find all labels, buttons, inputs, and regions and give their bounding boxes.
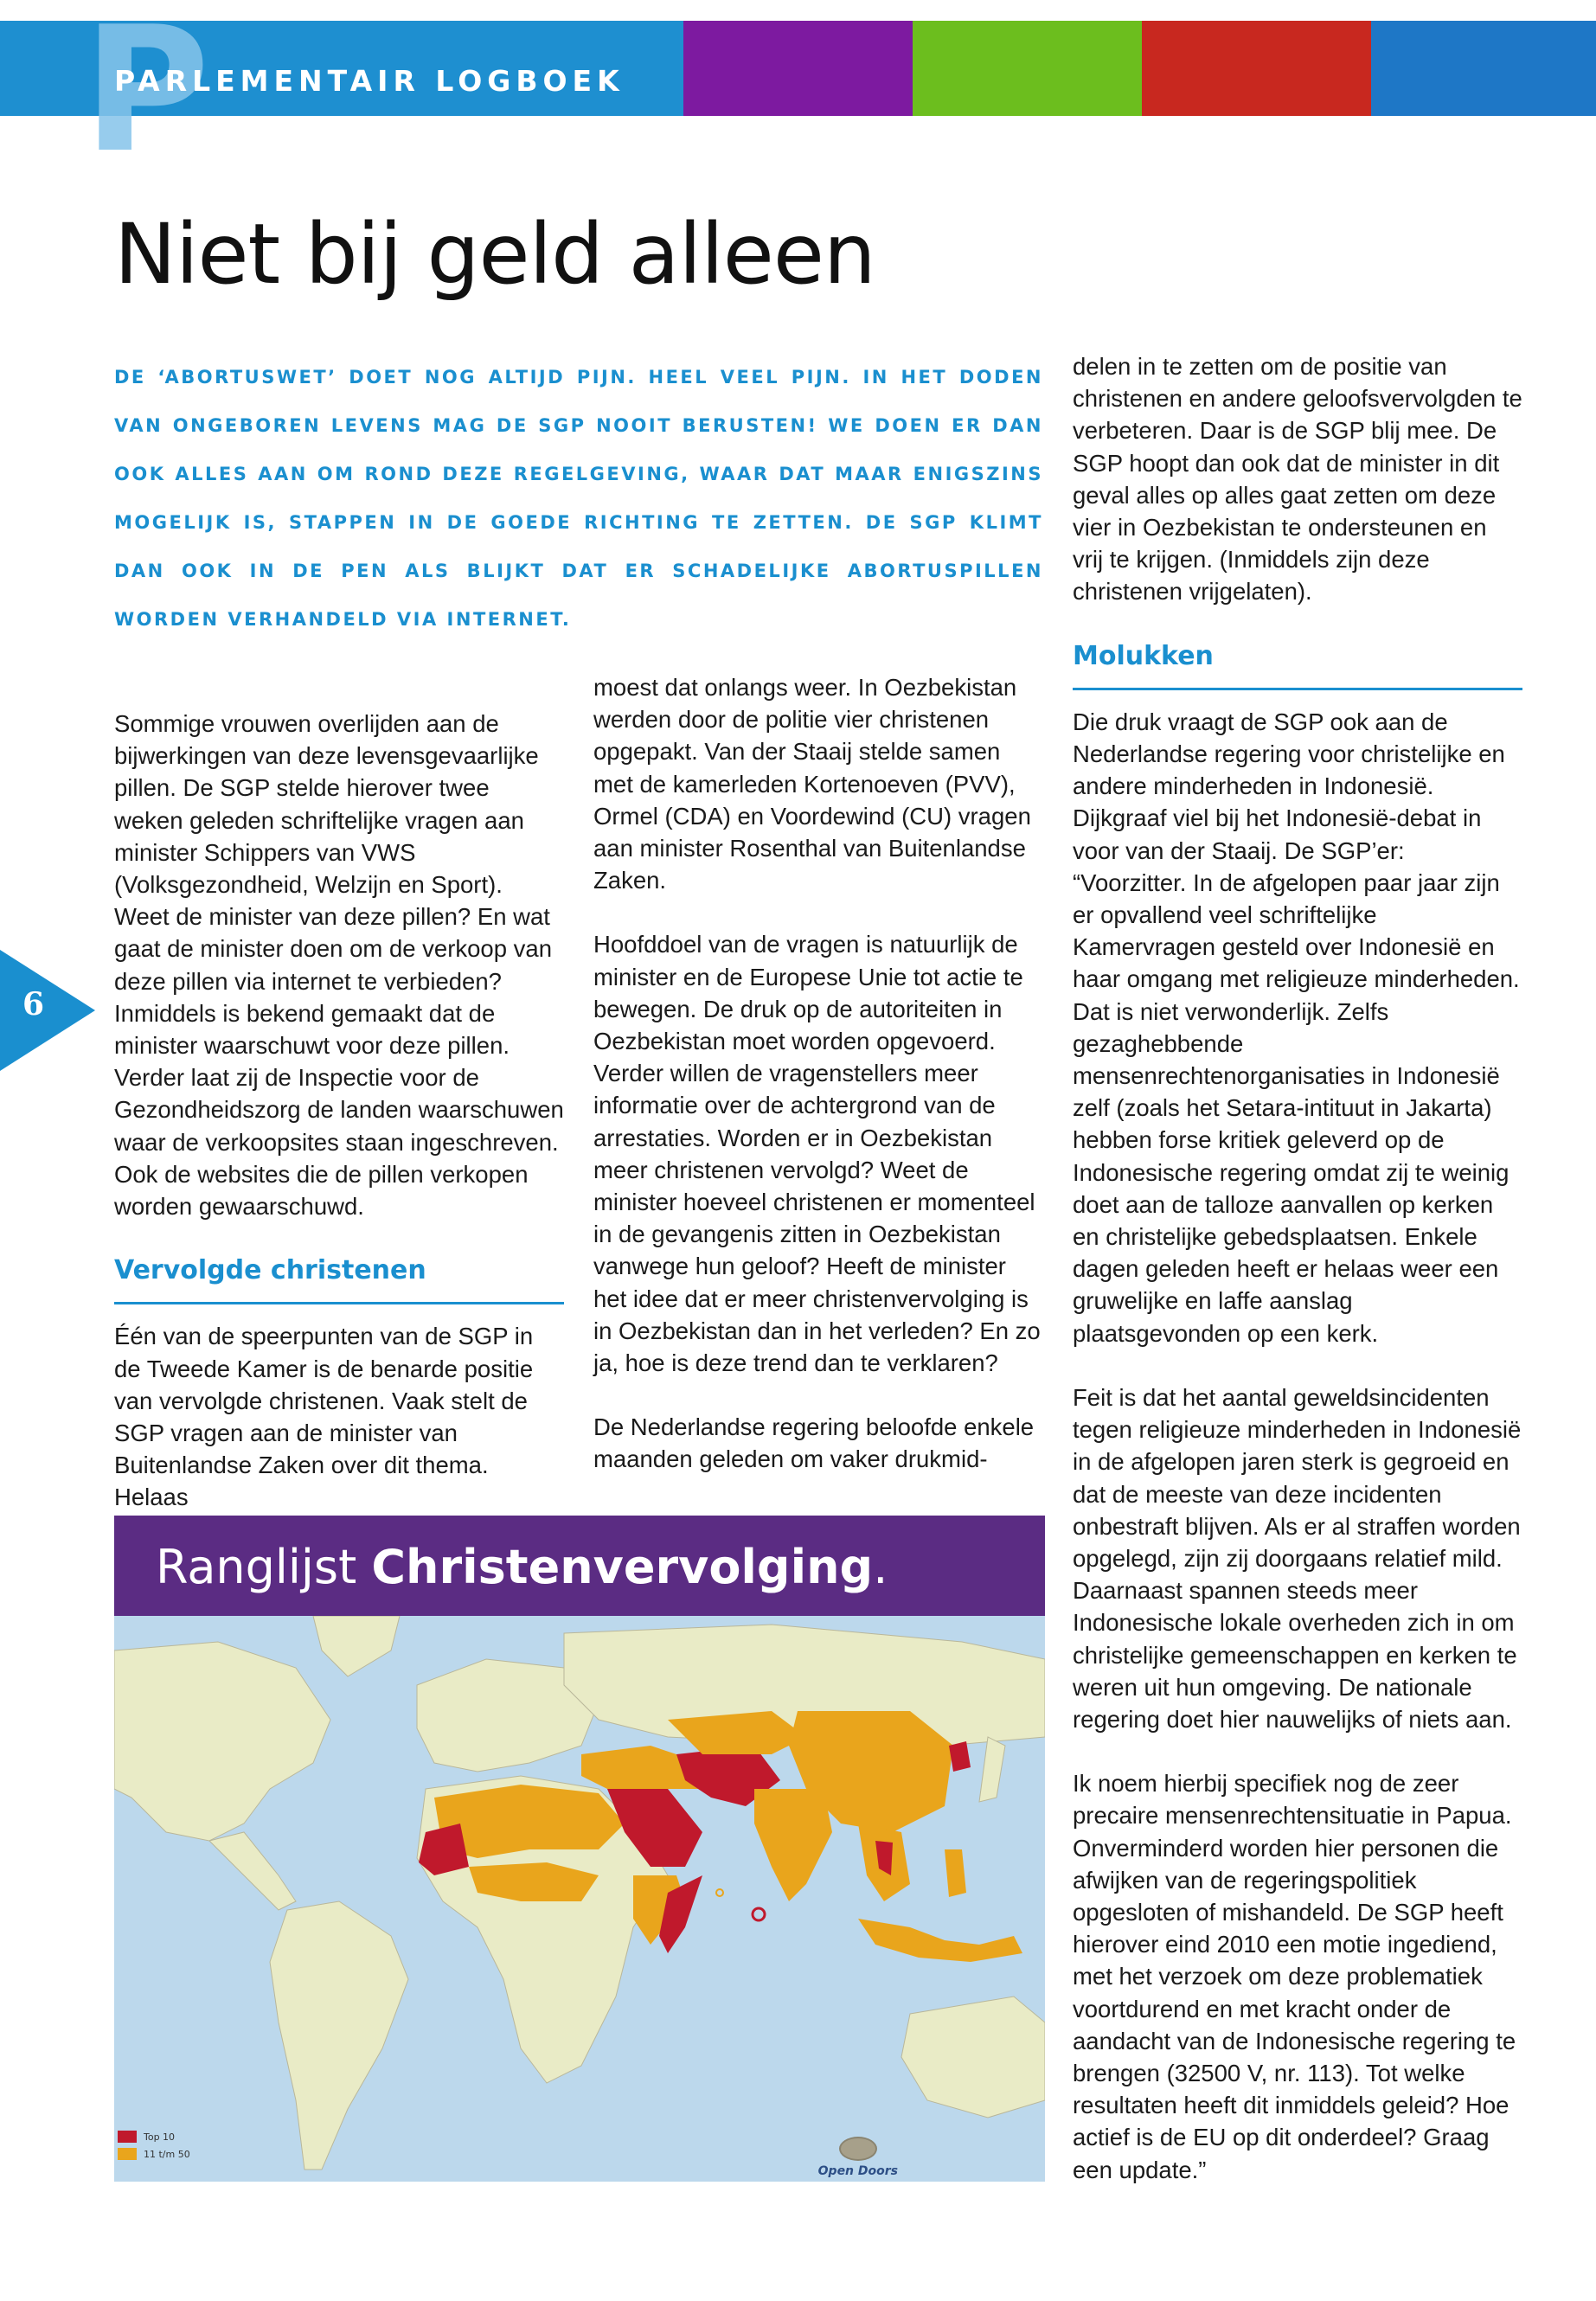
map-title-dot: . [873,1540,888,1594]
legend-label-top10: Top 10 [144,2131,176,2143]
article-intro: DE ‘ABORTUSWET’ DOET NOG ALTIJD PIJN. HEEL VEEL PIJN. IN HET DODEN VAN ONGEBOREN LEVENS MAG DE SGP NOOIT BERUSTEN! WE DOEN ER DAN OOK ALLES AAN OM ROND DEZE REGELGEVING, WAAR DAT MAAR ENIGSZINS MOGELIJK IS, STAPPEN IN DE GOEDE RICHTING TE ZETTEN. DE SGP KLIMT DAN OOK IN DE PEN ALS BLIJKT DAT ER SCHADELIJKE ABORTUSPILLEN WORDEN VERHANDELD VIA INTERNET. [114,367,1043,630]
legend-swatch-11-50 [118,2148,137,2160]
legend-label-11-50: 11 t/m 50 [144,2148,190,2160]
paragraph: Feit is dat het aantal geweldsincidenten tegen religieuze minderheden in Indonesië in de afgelopen jaren sterk is gegroeid en dat de meeste van deze incidenten onbestraft blijven. Als er al straffen worden opgelegd, zijn zij doorgaans relatief mild. Daarnaast spannen steeds meer Indonesische lokale overheden zich in om christelijke gemeenschappen en kerken te weren uit hun omgeving. De nationale regering doet hier nauwelijks of niets aan. [1073,1383,1522,1733]
page-number: 6 [22,986,45,1022]
header-band-red [1142,21,1371,116]
legend-top10 [118,2128,190,2145]
map-legend [118,2128,190,2163]
map-title [156,1540,888,1594]
open-doors-logo-icon [839,2137,877,2161]
paragraph: delen in te zetten om de positie van christenen en andere geloofsvervolgden te verbeteren. Daar is de SGP blij mee. De SGP hoopt dan ook dat de minister in dit geval alles op alles gaat zetten om deze vier in Oezbekistan te ondersteunen en vrij te krijgen. (Inmiddels zijn deze christenen vrijgelaten). [1073,353,1522,606]
map-title-light: Ranglijst [156,1540,372,1594]
section-initial: P [83,0,210,191]
legend-swatch-top10 [118,2131,137,2143]
column-2 [593,671,1043,1508]
column-1 [114,708,564,1546]
paragraph: Sommige vrouwen overlijden aan de bijwerkingen van deze levensgevaarlijke pillen. De SGP stelde hierover twee weken geleden schriftelijke vragen aan minister Schippers van VWS (Volksgezondheid, Welzijn en Sport). Weet de minister van deze pillen? En wat gaat de minister doen om de verkoop van deze pillen via internet te verbieden? [114,710,552,995]
paragraph: Die druk vraagt de SGP ook aan de Nederlandse regering voor christelijke en andere minderheden in Indonesië. Dijkgraaf viel bij het Indonesië-debat in voor van der Staaij. De SGP’er: “Voorzitter. In de afgelopen paar jaar zijn er opvallend veel schriftelijke Kamervragen gesteld over Indonesië en haar omgang met religieuze minderheden. Dat is niet verwonderlijk. Zelfs gezaghebbende mensenrechtenorganisaties in Indonesië zelf (zoals het Setara-intituut in Jakarta) hebben forse kritiek geleverd op de Indonesische regering omdat zij te weinig doet aan de talloze aanvallen op kerken en christelijke gebedsplaatsen. Enkele dagen geleden heeft er helaas weer een gruwelijke en laffe aanslag plaatsgevonden op een kerk. [1073,708,1520,1347]
map-banner [114,1516,1045,1616]
header-band-green [913,21,1142,116]
map-figure [114,1516,1045,2182]
open-doors-label: Open Doors [817,2164,898,2178]
paragraph: Één van de speerpunten van de SGP in de Tweede Kamer is de benarde positie van vervolgde christenen. Vaak stelt de SGP vragen aan de minister van Buitenlandse Zaken over dit thema. Helaas [114,1323,534,1511]
header-band-purple [683,21,913,116]
paragraph: Ik noem hierbij specifiek nog de zeer precaire mensenrechtensituatie in Papua. Onverminderd worden hier personen die afwijken van de regeringspolitiek opgesloten of mishandeld. De SGP heeft hierover eind 2010 een motie ingediend, met het verzoek om deze problematiek voortdurend en met kracht onder de aandacht van de Indonesische regering te brengen (32500 V, nr. 113). Tot welke resultaten heeft dit inmiddels geleid? Hoe actief is de EU op dit onderdeel? Graag een update.” [1073,1770,1516,2183]
section-label: PARLEMENTAIR LOGBOEK [114,64,625,98]
map-title-bold: Christenvervolging [371,1540,874,1594]
paragraph: Inmiddels is bekend gemaakt dat de minister waarschuwt voor deze pillen. Verder laat zij de Inspectie voor de Gezondheidszorg de landen waarschuwen waar de verkoopsites staan ingeschreven. Ook de websites die de pillen verkopen worden gewaarschuwd. [114,999,564,1221]
article-title: Niet bij geld alleen [114,206,875,303]
header-band-blue-2 [1371,21,1596,116]
subheading-molukken: Molukken [1073,640,1522,690]
open-doors-brand [818,2137,898,2178]
paragraph: moest dat onlangs weer. In Oezbekistan werden door de politie vier christenen opgepakt. Van der Staaij stelde samen met de kamerleden Kortenoeven (PVV), Ormel (CDA) en Voordewind (CU) vragen aan minister Rosenthal van Buitenlandse Zaken. [593,674,1031,894]
paragraph: De Nederlandse regering beloofde enkele maanden geleden om vaker drukmid- [593,1413,1035,1473]
legend-11-50 [118,2145,190,2163]
page-tab-icon [0,950,95,1071]
column-3 [1073,350,1522,2218]
paragraph: Hoofddoel van de vragen is natuurlijk de minister en de Europese Unie tot actie te bewegen. De druk op de autoriteiten in Oezbekistan moet worden opgevoerd. Verder willen de vragenstellers meer informatie over de achtergrond van de arrestaties. Worden er in Oezbekistan meer christenen vervolgd? Weet de minister hoeveel christenen er momenteel in de gevangenis zitten in Oezbekistan vanwege hun geloof? Heeft de minister het idee dat er meer christenvervolging is in Oezbekistan dan in het verleden? En zo ja, hoe is deze trend dan te verklaren? [593,931,1041,1377]
world-map [114,1616,1045,2182]
subheading-vervolgde-christenen: Vervolgde christenen [114,1254,564,1304]
